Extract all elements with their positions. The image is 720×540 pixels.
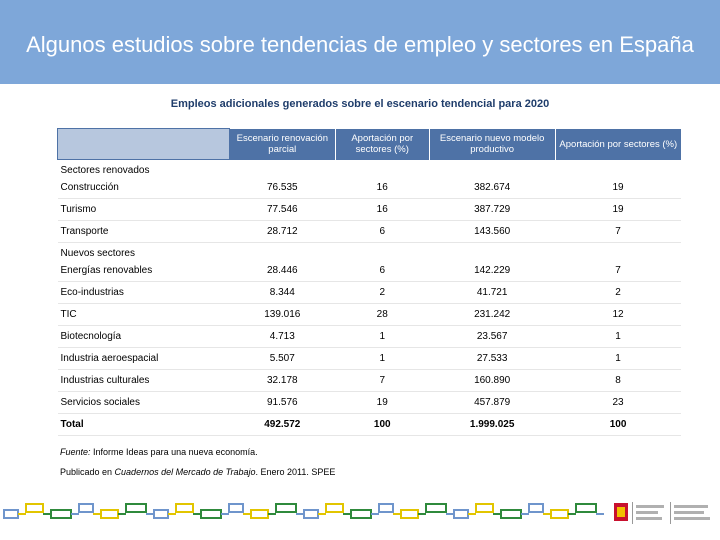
cell-partial: 76.535 [229, 177, 335, 199]
logo-text-block-6 [674, 517, 710, 520]
cell-share-1: 19 [335, 392, 429, 414]
chain-link [176, 504, 193, 512]
chain-link [501, 510, 521, 518]
total-partial: 492.572 [229, 414, 335, 436]
section-label: Sectores renovados [60, 164, 150, 176]
cell-share-2: 7 [555, 221, 681, 243]
cell-partial: 32.178 [229, 370, 335, 392]
table-row [58, 348, 682, 370]
table-row [58, 392, 682, 414]
employment-table [57, 128, 681, 436]
source-label: Fuente: [60, 447, 91, 457]
total-label: Total [58, 414, 230, 436]
source-note [60, 447, 258, 457]
chain-link [101, 510, 118, 518]
chain-link [51, 510, 71, 518]
cell-share-1: 1 [335, 348, 429, 370]
cell-share-1: 16 [335, 199, 429, 221]
logo-divider [632, 502, 633, 524]
sector-name: Energías renovables [58, 260, 230, 282]
table-row [58, 221, 682, 243]
section-label: Nuevos sectores [60, 247, 135, 259]
chain-link [454, 510, 468, 518]
decorative-chain-border [0, 498, 610, 528]
table-row [58, 177, 682, 199]
chain-link [79, 504, 93, 512]
chain-link [326, 504, 343, 512]
page-title: Algunos estudios sobre tendencias de empleo y sectores en España [26, 32, 694, 57]
cell-share-2: 19 [555, 177, 681, 199]
title-bar [0, 0, 720, 84]
cell-share-1: 6 [335, 221, 429, 243]
table-row [58, 326, 682, 348]
published-prefix: Publicado en [60, 467, 115, 477]
sector-name: TIC [58, 304, 230, 326]
chain-link [351, 510, 371, 518]
cell-share-2: 12 [555, 304, 681, 326]
table-row [58, 282, 682, 304]
cell-partial: 8.344 [229, 282, 335, 304]
logo-text-block-2 [636, 511, 658, 514]
chain-link [304, 510, 318, 518]
chain-link [251, 510, 268, 518]
cell-share-2: 7 [555, 260, 681, 282]
cell-share-2: 23 [555, 392, 681, 414]
chain-link [201, 510, 221, 518]
published-journal: Cuadernos del Mercado de Trabajo [114, 467, 256, 477]
chain-link [276, 504, 296, 512]
chain-link [529, 504, 543, 512]
cell-share-1: 6 [335, 260, 429, 282]
sector-name: Eco-industrias [58, 282, 230, 304]
sector-name: Biotecnología [58, 326, 230, 348]
logo-text-block-5 [674, 511, 704, 514]
table-row [58, 260, 682, 282]
header-empty-cell [58, 129, 230, 160]
cell-new-model: 387.729 [429, 199, 555, 221]
published-suffix: . Enero 2011. SPEE [255, 467, 336, 477]
total-share-1: 100 [335, 414, 429, 436]
chain-link [379, 504, 393, 512]
header-row [58, 129, 682, 160]
cell-new-model: 231.242 [429, 304, 555, 326]
table-subtitle: Empleos adicionales generados sobre el escenario tendencial para 2020 [170, 98, 550, 110]
chain-link [229, 504, 243, 512]
logo-divider-2 [670, 502, 671, 524]
chain-link [26, 504, 43, 512]
sector-name: Turismo [58, 199, 230, 221]
sector-name: Industria aeroespacial [58, 348, 230, 370]
cell-new-model: 160.890 [429, 370, 555, 392]
chain-link [401, 510, 418, 518]
cell-partial: 77.546 [229, 199, 335, 221]
sector-name: Servicios sociales [58, 392, 230, 414]
chain-link [551, 510, 568, 518]
total-share-2: 100 [555, 414, 681, 436]
table-row [58, 370, 682, 392]
header-share-1: Aportación por sectores (%) [335, 129, 429, 160]
cell-share-2: 2 [555, 282, 681, 304]
cell-new-model: 142.229 [429, 260, 555, 282]
publication-note [60, 467, 335, 477]
cell-partial: 5.507 [229, 348, 335, 370]
sector-name: Transporte [58, 221, 230, 243]
chain-link [126, 504, 146, 512]
total-row [58, 414, 682, 436]
cell-share-2: 1 [555, 348, 681, 370]
cell-new-model: 457.879 [429, 392, 555, 414]
source-text: Informe Ideas para una nueva economía. [90, 447, 258, 457]
cell-new-model: 143.560 [429, 221, 555, 243]
sector-name: Construcción [58, 177, 230, 199]
cell-share-1: 1 [335, 326, 429, 348]
section-header [58, 243, 682, 261]
cell-partial: 91.576 [229, 392, 335, 414]
chain-link [426, 504, 446, 512]
cell-new-model: 23.567 [429, 326, 555, 348]
cell-partial: 28.446 [229, 260, 335, 282]
cell-new-model: 41.721 [429, 282, 555, 304]
chain-link [476, 504, 493, 512]
chain-link [4, 510, 18, 518]
logo-text-block-1 [636, 505, 664, 508]
table-row [58, 304, 682, 326]
cell-share-2: 8 [555, 370, 681, 392]
header-new-model: Escenario nuevo modelo productivo [429, 129, 555, 160]
cell-new-model: 382.674 [429, 177, 555, 199]
cell-share-1: 2 [335, 282, 429, 304]
header-partial-scenario: Escenario renovación parcial [229, 129, 335, 160]
cell-partial: 4.713 [229, 326, 335, 348]
cell-share-1: 7 [335, 370, 429, 392]
cell-share-1: 16 [335, 177, 429, 199]
logo-text-block-4 [674, 505, 708, 508]
cell-share-1: 28 [335, 304, 429, 326]
cell-share-2: 19 [555, 199, 681, 221]
chain-link [576, 504, 596, 512]
chain-link [154, 510, 168, 518]
total-new-model: 1.999.025 [429, 414, 555, 436]
table-row [58, 199, 682, 221]
government-logo [612, 500, 716, 526]
cell-partial: 139.016 [229, 304, 335, 326]
section-header [58, 160, 682, 178]
cell-partial: 28.712 [229, 221, 335, 243]
cell-new-model: 27.533 [429, 348, 555, 370]
header-share-2: Aportación por sectores (%) [555, 129, 681, 160]
logo-shield-gold [617, 507, 625, 517]
logo-text-block-3 [636, 517, 662, 520]
cell-share-2: 1 [555, 326, 681, 348]
sector-name: Industrias culturales [58, 370, 230, 392]
